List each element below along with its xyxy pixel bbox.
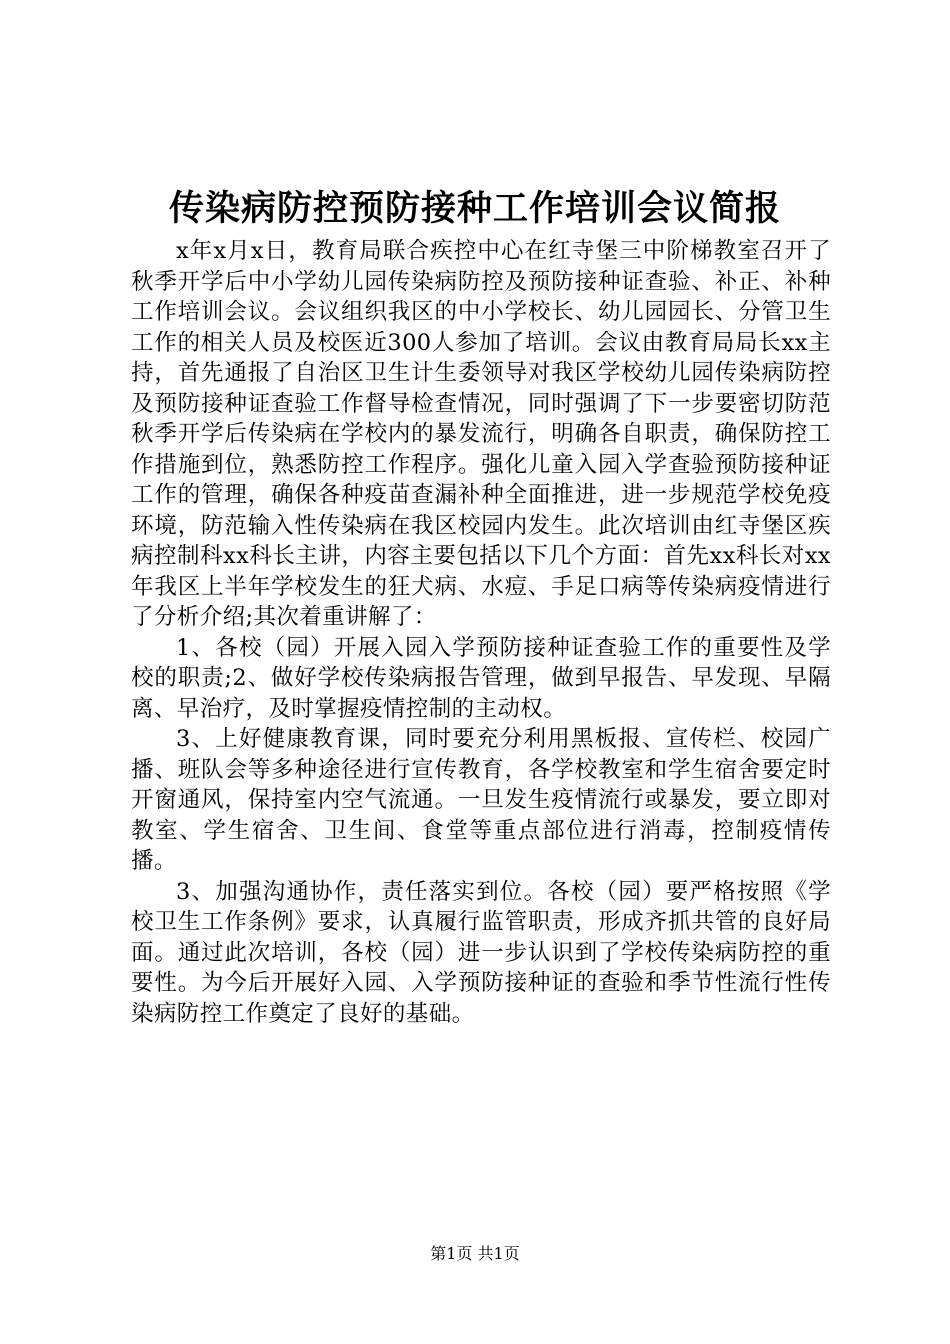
- document-body: [131, 236, 831, 1029]
- page-number-footer: 第1页 共1页: [430, 1244, 520, 1263]
- paragraph-item-3-education: 3、上好健康教育课，同时要充分利用黑板报、宣传栏、校园广播、班队会等多种途径进行宣传教育，各学校教室和学生宿舍要定时开窗通风，保持室内空气流通。一旦发生疫情流行或暴发，要立即对教室、学生宿舍、卫生间、食堂等重点部位进行消毒，控制疫情传播。: [131, 726, 831, 874]
- paragraph-item-3-cooperation: 3、加强沟通协作，责任落实到位。各校（园）要严格按照《学校卫生工作条例》要求，认真履行监管职责，形成齐抓共管的良好局面。通过此次培训，各校（园）进一步认识到了学校传染病防控的重要性。为今后开展好入园、入学预防接种证的查验和季节性流行性传染病防控工作奠定了良好的基础。: [131, 878, 831, 1027]
- page-title: 传染病防控预防接种工作培训会议简报: [168, 188, 781, 229]
- paragraph-intro: x年x月x日，教育局联合疾控中心在红寺堡三中阶梯教室召开了秋季开学后中小学幼儿园传染病防控及预防接种证查验、补正、补种工作培训会议。会议组织我区的中小学校长、幼儿园园长、分管卫生工作的相关人员及校医近300人参加了培训。会议由教育局局长xx主持，首先通报了自治区卫生计生委领导对我区学校幼儿园传染病防控及预防接种证查验工作督导检查情况，同时强调了下一步要密切防范秋季开学后传染病在学校内的暴发流行，明确各自职责，确保防控工作措施到位，熟悉防控工作程序。强化儿童入园入学查验预防接种证工作的管理，确保各种疫苗查漏补种全面推进，进一步规范学校免疫环境，防范输入性传染病在我区校园内发生。此次培训由红寺堡区疾病控制科xx科长主讲，内容主要包括以下几个方面：首先xx科长对xx年我区上半年学校发生的狂犬病、水痘、手足口病等传染病疫情进行了分析介绍;其次着重讲解了：: [131, 238, 832, 630]
- paragraph-item-1-2: 1、各校（园）开展入园入学预防接种证查验工作的重要性及学校的职责;2、做好学校传染病报告管理，做到早报告、早发现、早隔离、早治疗，及时掌握疫情控制的主动权。: [131, 634, 831, 722]
